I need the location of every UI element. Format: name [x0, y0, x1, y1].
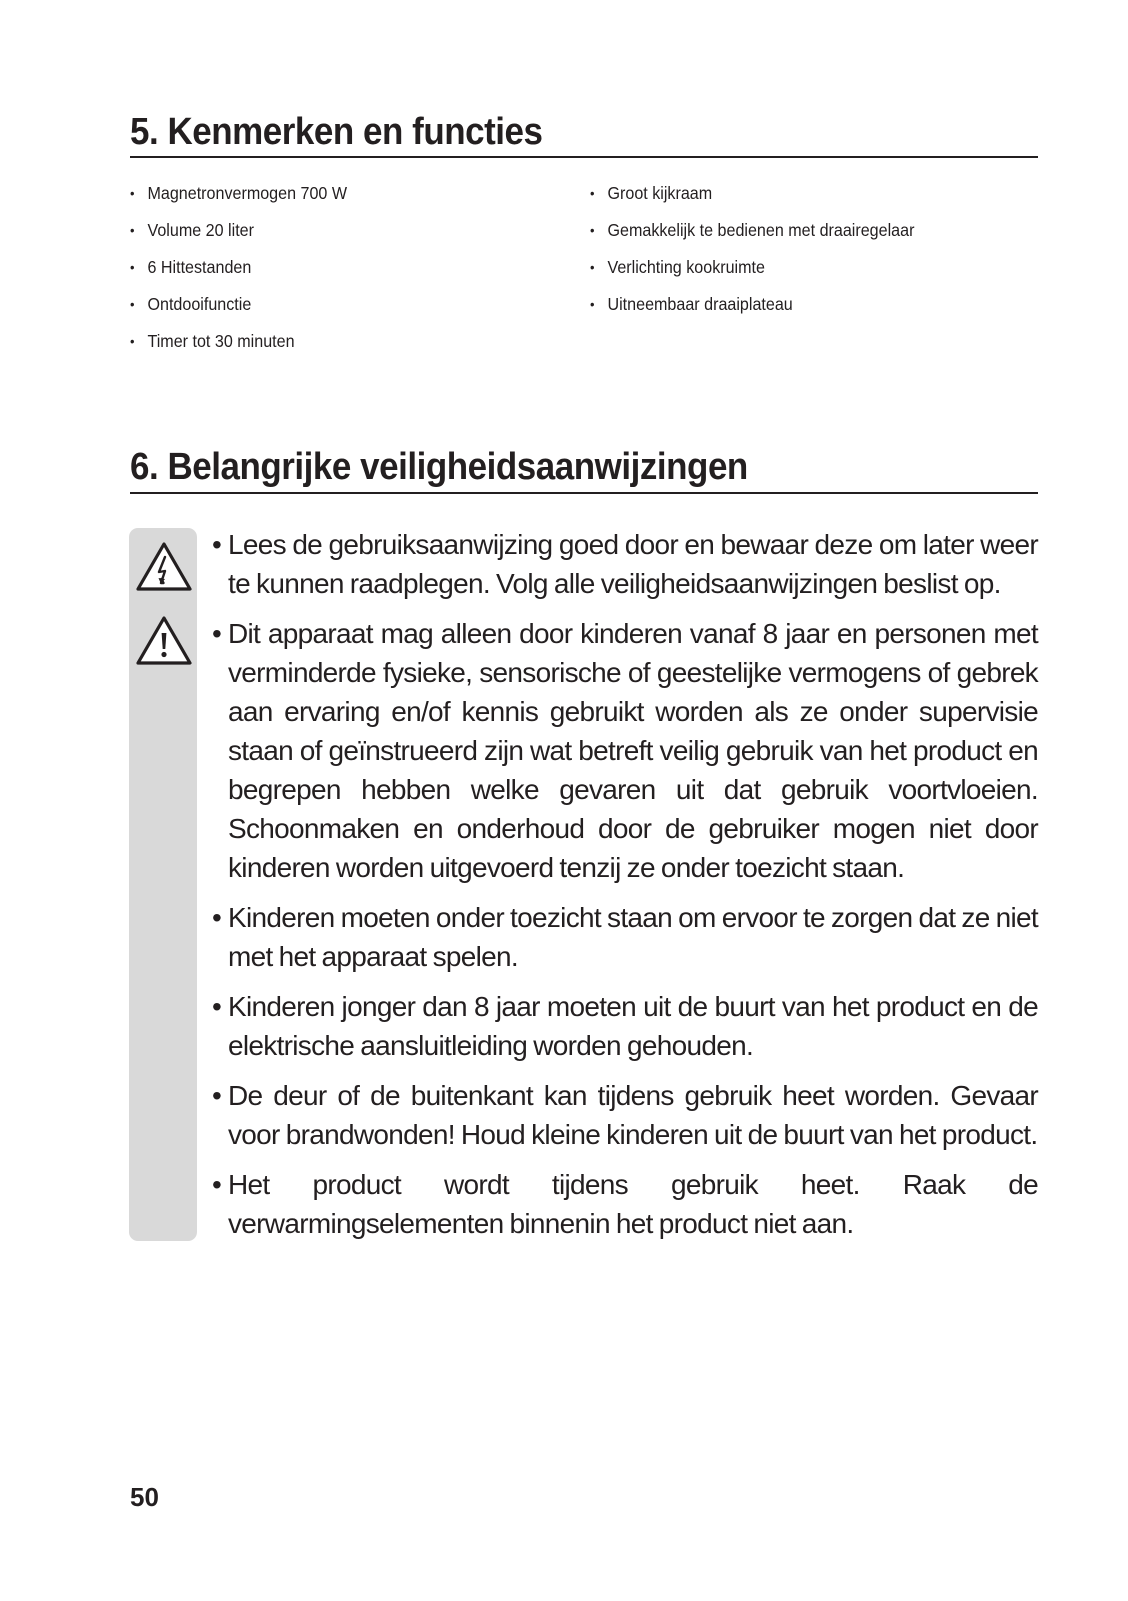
- feature-item: • Verlichting kookruimte: [590, 252, 995, 289]
- feature-item: • Groot kijkraam: [590, 178, 995, 215]
- features-list-left: [130, 178, 560, 363]
- safety-item: • Kinderen moeten onder toezicht staan om ervoor te zorgen dat ze niet met het apparaat spelen.: [212, 898, 1038, 976]
- feature-item: • Timer tot 30 minuten: [130, 326, 526, 363]
- feature-item: • Magnetronvermogen 700 W: [130, 178, 526, 215]
- safety-instructions-list: [212, 525, 1038, 1254]
- section-6-rule: [130, 492, 1038, 494]
- caution-warning-icon: [134, 614, 194, 668]
- safety-item: • Dit apparaat mag alleen door kinderen vanaf 8 jaar en personen met verminderde fysieke, sensorische of geestelijke vermogens of gebrek aan ervaring en/of kennis gebruikt worden als ze onder supervisie staan of geïnstrueerd zijn wat betreft veilig gebruik van het product en begrepen hebben welke gevaren uit dat gebruik voortvloeien. Schoonmaken en onderhoud door de gebruiker mogen niet door kinderen worden uitgevoerd tenzij ze onder toezicht staan.: [212, 614, 1038, 887]
- section-5-heading: 5. Kenmerken en functies: [130, 111, 543, 153]
- feature-item: • Gemakkelijk te bedienen met draairegelaar: [590, 215, 995, 252]
- safety-item: • Kinderen jonger dan 8 jaar moeten uit de buurt van het product en de elektrische aansluitleiding worden gehouden.: [212, 987, 1038, 1065]
- feature-item: • Uitneembaar draaiplateau: [590, 289, 995, 326]
- safety-item: • Lees de gebruiksaanwijzing goed door en bewaar deze om later weer te kunnen raadplegen. Volg alle veiligheidsaanwijzingen beslist op.: [212, 525, 1038, 603]
- feature-item: • 6 Hittestanden: [130, 252, 526, 289]
- section-6-heading: 6. Belangrijke veiligheidsaanwijzingen: [130, 446, 748, 488]
- page-number: 50: [130, 1482, 159, 1512]
- section-5-rule: [130, 156, 1038, 158]
- safety-item: • De deur of de buitenkant kan tijdens gebruik heet worden. Gevaar voor brandwonden! Houd kleine kinderen uit de buurt van het product.: [212, 1076, 1038, 1154]
- feature-item: • Ontdooifunctie: [130, 289, 526, 326]
- feature-item: • Volume 20 liter: [130, 215, 526, 252]
- features-list-right: [590, 178, 1030, 326]
- high-voltage-warning-icon: [134, 540, 194, 594]
- safety-item: • Het product wordt tijdens gebruik heet. Raak de verwarmingselementen binnenin het product niet aan.: [212, 1165, 1038, 1243]
